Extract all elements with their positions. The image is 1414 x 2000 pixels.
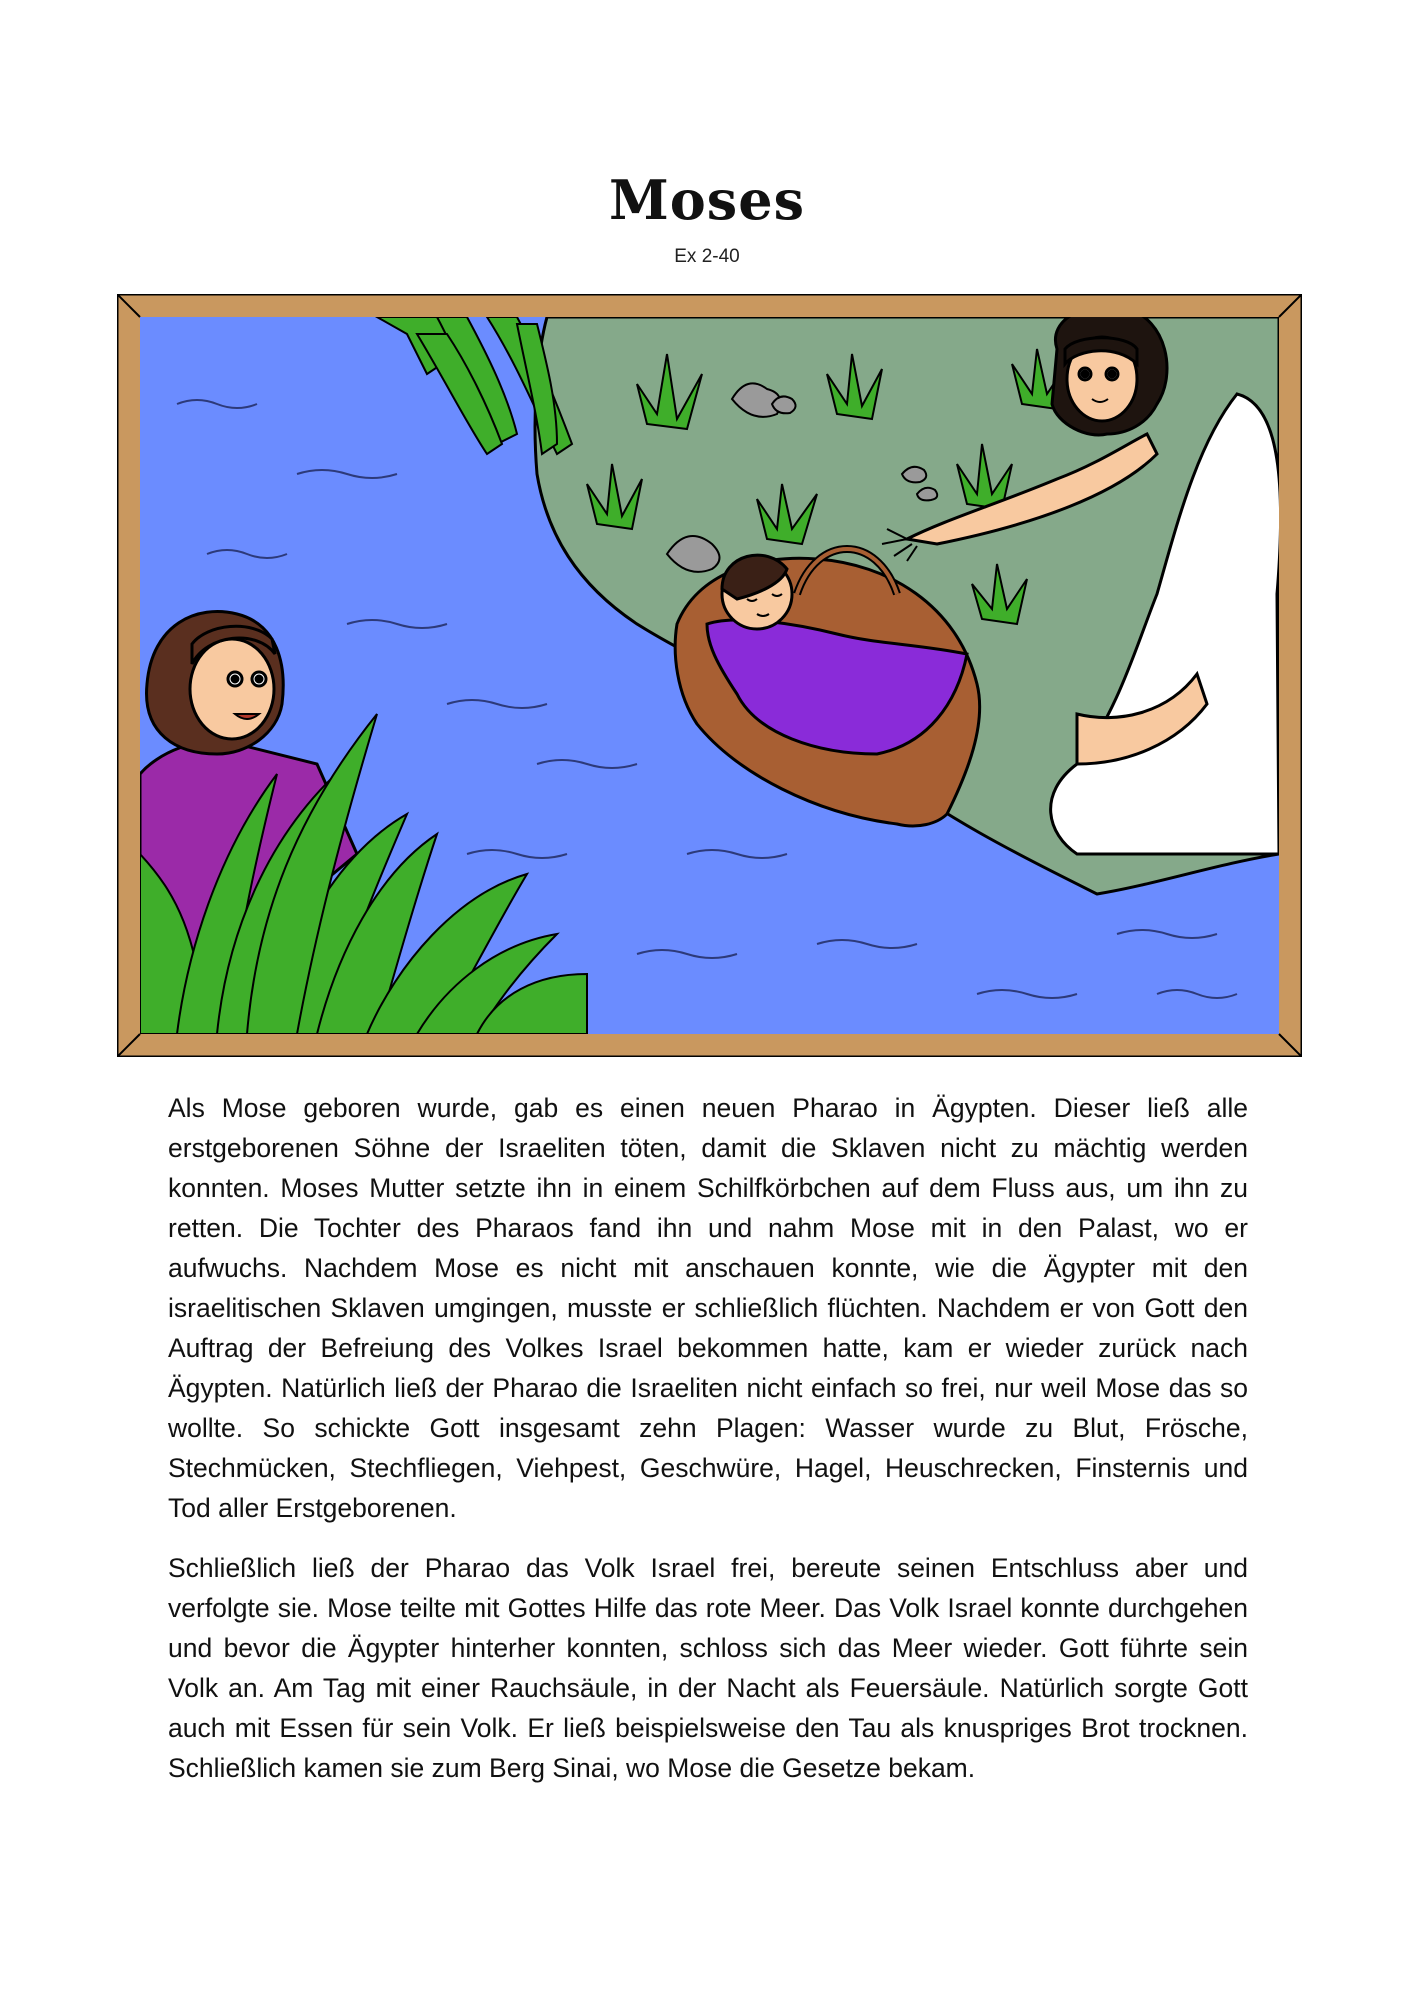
- story-paragraph-1: Als Mose geboren wurde, gab es einen neuen Pharao in Ägypten. Dieser ließ alle erstgeborenen Söhne der Israeliten töten, damit die Sklaven nicht zu mächtig werden konnten. Moses Mutter setzte ihn in einem Schilfkörbchen auf dem Fluss aus, um ihn zu retten. Die Tochter des Pharaos fand ihn und nahm Mose mit in den Palast, wo er aufwuchs. Nachdem Mose es nicht mit anschauen konnte, wie die Ägypter mit den israelitischen Sklaven umgingen, musste er schließlich flüchten. Nachdem er von Gott den Auftrag der Befreiung des Volkes Israel bekommen hatte, kam er wieder zurück nach Ägypten. Natürlich ließ der Pharao die Israeliten nicht einfach so frei, nur weil Mose das so wollte. So schickte Gott insgesamt zehn Plagen: Wasser wurde zu Blut, Frösche, Stechmücken, Stechfliegen, Viehpest, Geschwüre, Hagel, Heuschrecken, Finsternis und Tod aller Erstgeborenen.: [168, 1093, 1248, 1523]
- illustration-moses-in-basket: [117, 294, 1302, 1057]
- story-paragraph-2: Schließlich ließ der Pharao das Volk Israel frei, bereute seinen Entschluss aber und verfolgte sie. Mose teilte mit Gottes Hilfe das rote Meer. Das Volk Israel konnte durchgehen und bevor die Ägypter hinterher konnten, schloss sich das Meer wieder. Gott führte sein Volk an. Am Tag mit einer Rauchsäule, in der Nacht als Feuersäule. Natürlich sorgte Gott auch mit Essen für sein Volk. Er ließ beispielsweise den Tau als knuspriges Brot trocknen. Schließlich kamen sie zum Berg Sinai, wo Mose die Gesetze bekam.: [168, 1553, 1248, 1783]
- bible-reference: Ex 2-40: [674, 246, 740, 267]
- page-title: Moses: [609, 168, 805, 232]
